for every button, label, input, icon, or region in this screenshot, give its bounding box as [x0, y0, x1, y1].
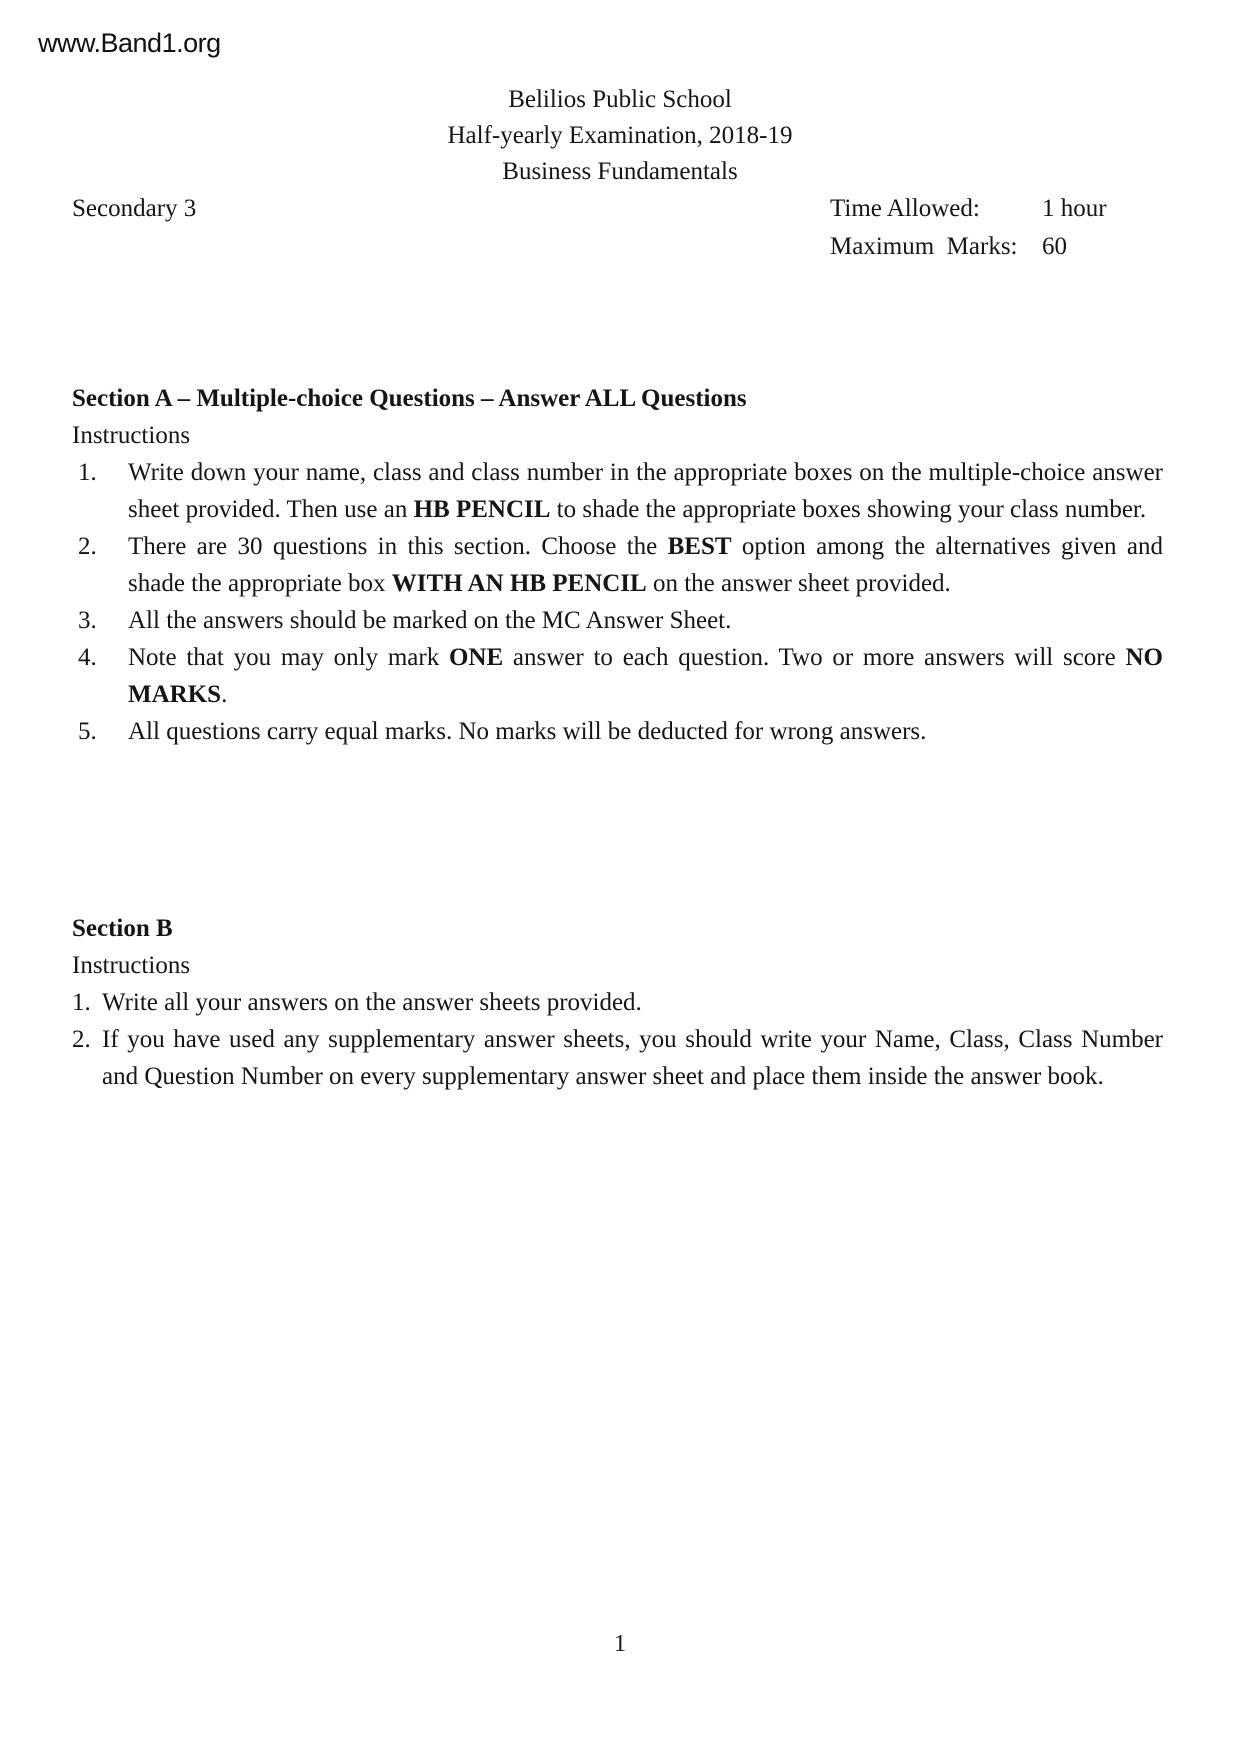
school-name: Belilios Public School: [508, 86, 732, 113]
item-number: 1.: [78, 459, 97, 486]
section-b-instructions-label: Instructions: [72, 952, 191, 979]
list-item: [72, 602, 1163, 639]
time-allowed-value: 1 hour: [1042, 195, 1107, 222]
list-item: [72, 454, 1163, 528]
maximum-marks-label: Maximum Marks:: [830, 233, 1018, 260]
exam-title: Half-yearly Examination, 2018-19: [447, 122, 793, 149]
list-item: [72, 713, 1163, 750]
class-level: Secondary 3: [72, 195, 197, 222]
page-number: 1: [614, 1631, 626, 1657]
item-text: All questions carry equal marks. No marks will be deducted for wrong answers.: [128, 718, 927, 745]
section-b-instruction-list: [72, 984, 1163, 1095]
subject-title: Business Fundamentals: [502, 158, 738, 185]
maximum-marks-value: 60: [1042, 233, 1067, 260]
section-a-heading: Section A – Multiple-choice Questions – Answer ALL Questions: [72, 385, 747, 412]
list-item: [72, 639, 1163, 713]
item-text: Write down your name, class and class number in the appropriate boxes on the multiple-choice answer sheet provided. Then use an HB PENCIL to shade the appropriate boxes showing your class number.: [128, 459, 1163, 523]
maximum-marks-row: [830, 228, 1107, 266]
list-item: [72, 984, 1163, 1021]
time-allowed-row: [830, 190, 1107, 228]
item-text: All the answers should be marked on the MC Answer Sheet.: [128, 607, 732, 634]
section-a: [72, 380, 1163, 750]
item-number: 3.: [78, 607, 97, 634]
item-number: 1.: [72, 989, 91, 1016]
item-number: 2.: [72, 1026, 91, 1053]
item-number: 2.: [78, 533, 97, 560]
time-allowed-label: Time Allowed:: [830, 195, 980, 222]
item-text: Note that you may only mark ONE answer to each question. Two or more answers will score NO MARKS.: [128, 644, 1163, 708]
watermark-url: www.Band1.org: [38, 28, 221, 58]
item-text: If you have used any supplementary answer sheets, you should write your Name, Class, Class Number and Question Number on every supplementary answer sheet and place them inside the answer book.: [102, 1026, 1163, 1090]
list-item: [72, 528, 1163, 602]
section-a-instructions-label: Instructions: [72, 422, 191, 449]
item-text: There are 30 questions in this section. Choose the BEST option among the alternatives given and shade the appropriate box WITH AN HB PENCIL on the answer sheet provided.: [128, 533, 1163, 597]
exam-meta-block: [830, 190, 1107, 266]
document-header: [0, 82, 1240, 190]
item-text: Write all your answers on the answer sheets provided.: [102, 989, 642, 1016]
section-b-heading: Section B: [72, 915, 173, 942]
section-a-instruction-list: [72, 454, 1163, 750]
item-number: 4.: [78, 644, 97, 671]
item-number: 5.: [78, 718, 97, 745]
list-item: [72, 1021, 1163, 1095]
section-b: [72, 910, 1163, 1095]
